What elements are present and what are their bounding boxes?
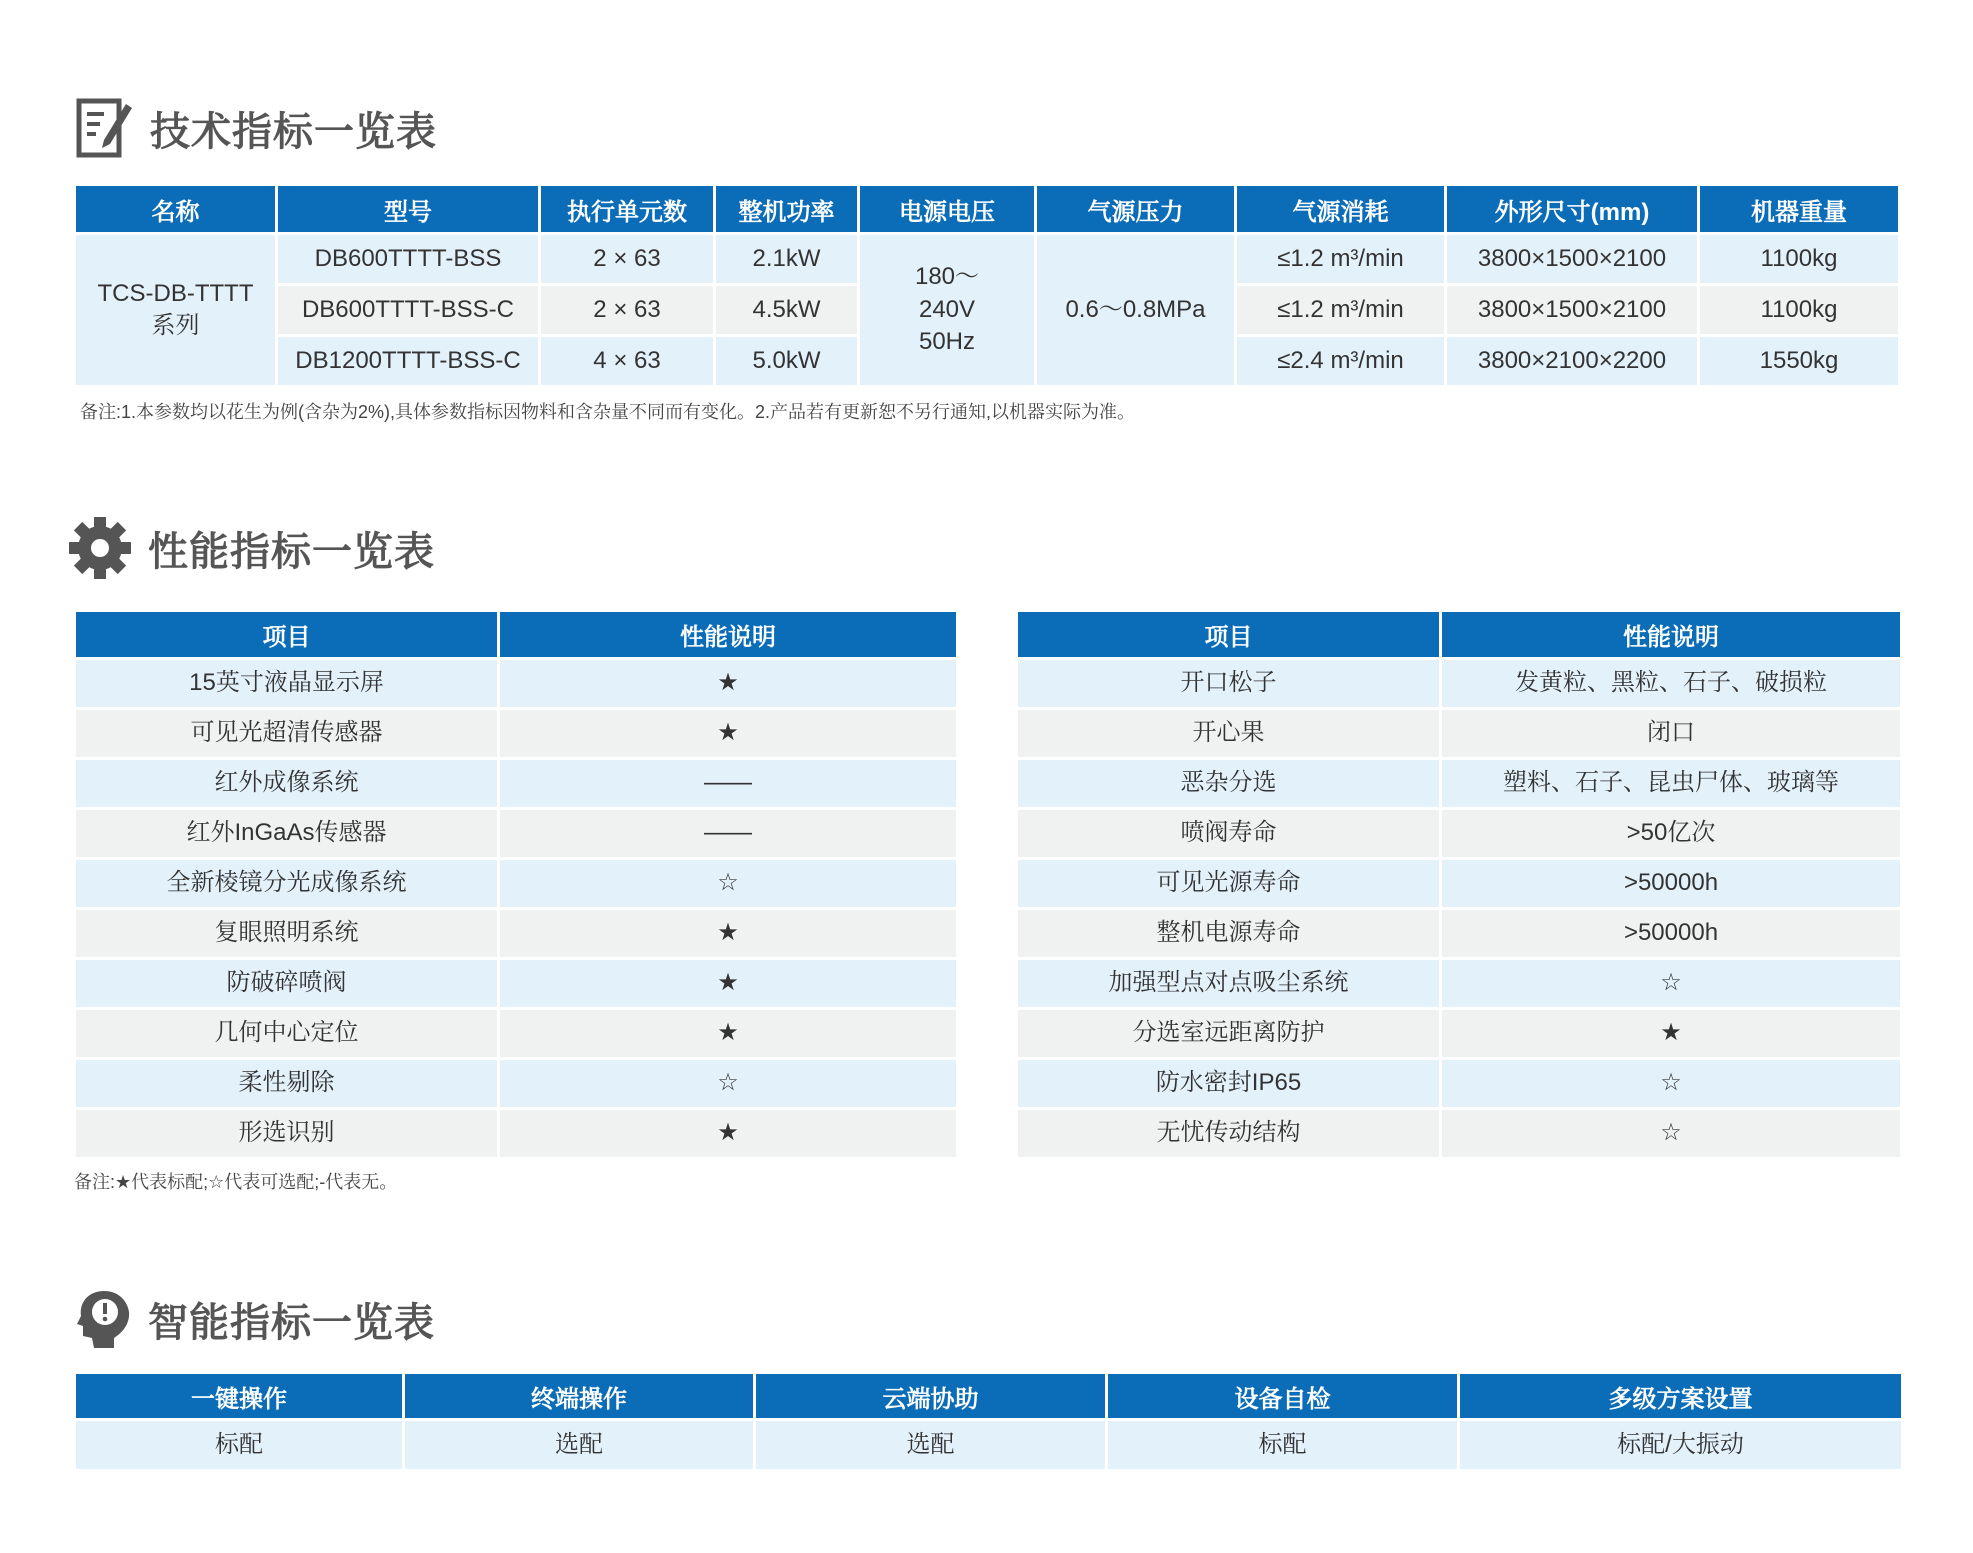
perf-table-left bbox=[76, 612, 956, 1157]
perf-item-cell: 喷阀寿命 bbox=[1018, 810, 1439, 857]
perf-value-cell: ☆ bbox=[1442, 960, 1900, 1007]
perf-item-cell: 可见光源寿命 bbox=[1018, 860, 1439, 907]
perf-item-cell: 全新棱镜分光成像系统 bbox=[76, 860, 497, 907]
perf-header-cell: 项目 bbox=[76, 612, 497, 657]
perf-item-cell: 几何中心定位 bbox=[76, 1010, 497, 1057]
perf-value-cell: >50亿次 bbox=[1442, 810, 1900, 857]
smart-header-cell: 多级方案设置 bbox=[1460, 1374, 1901, 1418]
perf-item-cell: 无忧传动结构 bbox=[1018, 1110, 1439, 1157]
gear-icon bbox=[68, 516, 132, 580]
tech-air-cell: ≤2.4 m³/min bbox=[1237, 337, 1444, 385]
tech-units-cell: 2 × 63 bbox=[541, 286, 713, 334]
tech-weight-cell: 1100kg bbox=[1700, 235, 1898, 283]
perf-value-cell: ★ bbox=[500, 710, 956, 757]
perf-value-cell: ☆ bbox=[1442, 1110, 1900, 1157]
smart-value-cell: 选配 bbox=[405, 1421, 753, 1469]
smart-value-cell: 选配 bbox=[756, 1421, 1105, 1469]
perf-item-cell: 分选室远距离防护 bbox=[1018, 1010, 1439, 1057]
tech-size-cell: 3800×2100×2200 bbox=[1447, 337, 1697, 385]
tech-power-cell: 5.0kW bbox=[716, 337, 857, 385]
perf-value-cell: ★ bbox=[500, 960, 956, 1007]
perf-title: 性能指标一览表 bbox=[148, 529, 435, 574]
perf-note: 备注:★代表标配;☆代表可选配;-代表无。 bbox=[74, 1172, 398, 1192]
tech-header-cell: 型号 bbox=[278, 186, 538, 232]
perf-value-cell: ★ bbox=[500, 660, 956, 707]
perf-header-cell: 性能说明 bbox=[500, 612, 956, 657]
perf-item-cell: 加强型点对点吸尘系统 bbox=[1018, 960, 1439, 1007]
tech-weight-cell: 1100kg bbox=[1700, 286, 1898, 334]
perf-item-cell: 15英寸液晶显示屏 bbox=[76, 660, 497, 707]
tech-section-title bbox=[76, 98, 437, 158]
perf-item-cell: 复眼照明系统 bbox=[76, 910, 497, 957]
perf-item-cell: 红外成像系统 bbox=[76, 760, 497, 807]
tech-air-cell: ≤1.2 m³/min bbox=[1237, 286, 1444, 334]
document-edit-icon bbox=[76, 98, 134, 158]
tech-header-cell: 机器重量 bbox=[1700, 186, 1898, 232]
perf-item-cell: 可见光超清传感器 bbox=[76, 710, 497, 757]
smart-header-cell: 设备自检 bbox=[1108, 1374, 1457, 1418]
perf-value-cell: ★ bbox=[500, 1110, 956, 1157]
tech-power-cell: 2.1kW bbox=[716, 235, 857, 283]
smart-header-cell: 一键操作 bbox=[76, 1374, 402, 1418]
smart-value-cell: 标配 bbox=[76, 1421, 402, 1469]
smart-header-cell: 云端协助 bbox=[756, 1374, 1105, 1418]
perf-value-cell: ☆ bbox=[500, 860, 956, 907]
perf-value-cell: ☆ bbox=[500, 1060, 956, 1107]
smart-section-title bbox=[76, 1288, 435, 1350]
perf-header-cell: 项目 bbox=[1018, 612, 1439, 657]
tech-header-cell: 电源电压 bbox=[860, 186, 1034, 232]
perf-value-cell: ★ bbox=[1442, 1010, 1900, 1057]
tech-header-cell: 名称 bbox=[76, 186, 275, 232]
tech-power-cell: 4.5kW bbox=[716, 286, 857, 334]
perf-value-cell: —— bbox=[500, 810, 956, 857]
smart-value-cell: 标配 bbox=[1108, 1421, 1457, 1469]
tech-header-cell: 整机功率 bbox=[716, 186, 857, 232]
smart-table bbox=[76, 1374, 1901, 1469]
tech-units-cell: 2 × 63 bbox=[541, 235, 713, 283]
perf-item-cell: 恶杂分选 bbox=[1018, 760, 1439, 807]
tech-weight-cell: 1550kg bbox=[1700, 337, 1898, 385]
tech-size-cell: 3800×1500×2100 bbox=[1447, 286, 1697, 334]
tech-model-cell: DB600TTTT-BSS bbox=[278, 235, 538, 283]
perf-value-cell: >50000h bbox=[1442, 910, 1900, 957]
perf-item-cell: 形选识别 bbox=[76, 1110, 497, 1157]
perf-item-cell: 整机电源寿命 bbox=[1018, 910, 1439, 957]
perf-value-cell: —— bbox=[500, 760, 956, 807]
perf-value-cell: 闭口 bbox=[1442, 710, 1900, 757]
tech-title: 技术指标一览表 bbox=[150, 109, 437, 154]
tech-units-cell: 4 × 63 bbox=[541, 337, 713, 385]
tech-header-cell: 外形尺寸(mm) bbox=[1447, 186, 1697, 232]
perf-item-cell: 柔性剔除 bbox=[76, 1060, 497, 1107]
head-alert-icon bbox=[76, 1288, 132, 1350]
smart-header-cell: 终端操作 bbox=[405, 1374, 753, 1418]
perf-item-cell: 开口松子 bbox=[1018, 660, 1439, 707]
smart-value-cell: 标配/大振动 bbox=[1460, 1421, 1901, 1469]
tech-model-cell: DB600TTTT-BSS-C bbox=[278, 286, 538, 334]
perf-value-cell: 塑料、石子、昆虫尸体、玻璃等 bbox=[1442, 760, 1900, 807]
tech-size-cell: 3800×1500×2100 bbox=[1447, 235, 1697, 283]
smart-title: 智能指标一览表 bbox=[148, 1300, 435, 1345]
perf-section-title bbox=[68, 516, 435, 580]
tech-header-cell: 执行单元数 bbox=[541, 186, 713, 232]
perf-value-cell: ★ bbox=[500, 910, 956, 957]
perf-item-cell: 防破碎喷阀 bbox=[76, 960, 497, 1007]
perf-value-cell: >50000h bbox=[1442, 860, 1900, 907]
tech-header-cell: 气源消耗 bbox=[1237, 186, 1444, 232]
perf-value-cell: 发黄粒、黑粒、石子、破损粒 bbox=[1442, 660, 1900, 707]
perf-item-cell: 开心果 bbox=[1018, 710, 1439, 757]
pressure-cell: 0.6～0.8MPa bbox=[1037, 235, 1234, 385]
perf-table-right bbox=[1018, 612, 1900, 1157]
tech-header-cell: 气源压力 bbox=[1037, 186, 1234, 232]
tech-spec-table bbox=[76, 186, 1898, 385]
tech-note: 备注:1.本参数均以花生为例(含杂为2%),具体参数指标因物料和含杂量不同而有变化。2.产品若有更新恕不另行通知,以机器实际为准。 bbox=[80, 402, 1136, 422]
tech-air-cell: ≤1.2 m³/min bbox=[1237, 235, 1444, 283]
perf-item-cell: 防水密封IP65 bbox=[1018, 1060, 1439, 1107]
voltage-cell: 180～240V 50Hz bbox=[860, 235, 1034, 385]
perf-item-cell: 红外InGaAs传感器 bbox=[76, 810, 497, 857]
perf-value-cell: ☆ bbox=[1442, 1060, 1900, 1107]
perf-header-cell: 性能说明 bbox=[1442, 612, 1900, 657]
series-name-cell: TCS-DB-TTTT 系列 bbox=[76, 235, 275, 385]
tech-model-cell: DB1200TTTT-BSS-C bbox=[278, 337, 538, 385]
perf-value-cell: ★ bbox=[500, 1010, 956, 1057]
